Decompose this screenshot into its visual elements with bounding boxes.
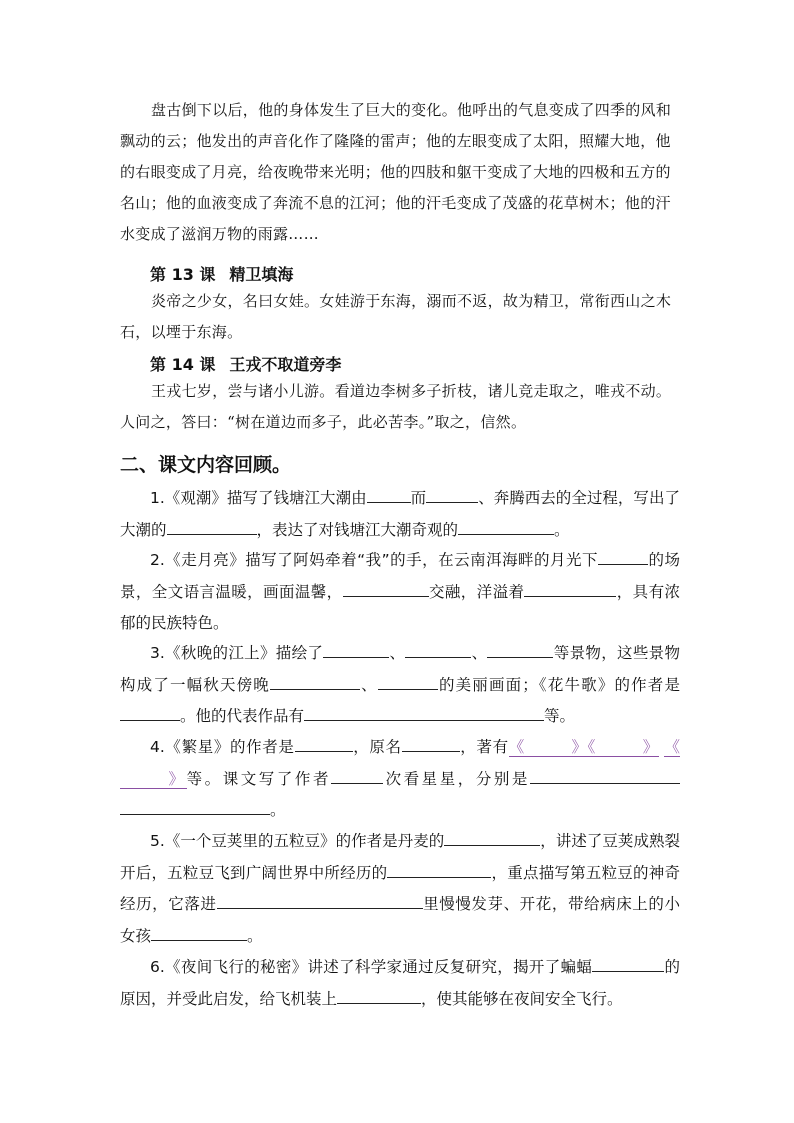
blank[interactable]: [524, 580, 616, 597]
blank[interactable]: [458, 518, 554, 535]
blank[interactable]: [402, 735, 460, 752]
lesson13-text: 炎帝之少女，名曰女娃。女娃游于东海，溺而不返，故为精卫，常衔西山之木石，以堙于东海。: [120, 292, 672, 341]
blank[interactable]: [592, 955, 664, 972]
blank[interactable]: [304, 704, 544, 721]
lesson13-heading: [150, 262, 293, 285]
blank[interactable]: [337, 987, 421, 1004]
question-1: 1.《观潮》描写了钱塘江大潮由 而 、奔腾西去的全过程，写出了大潮的 ，表达了对钱塘江大潮奇观的 。: [120, 483, 680, 546]
lesson13-number: 第 13 课: [150, 265, 216, 284]
blank[interactable]: [378, 673, 438, 690]
blank[interactable]: [217, 892, 423, 909]
question-5: 5.《一个豆荚里的五粒豆》的作者是丹麦的 ，讲述了豆荚成熟裂开后，五粒豆飞到广阔世界中所经历的 ，重点描写第五粒豆的神奇经历，它落进 里慢慢发芽、开花，带给病床上的小女孩 。: [120, 826, 680, 952]
blank[interactable]: [151, 924, 247, 941]
question-3: 3.《秋晚的江上》描绘了 、 、 等景物，这些景物构成了一幅秋天傍晚 、 的美丽画面；《花牛歌》的作者是。他的代表作品有 等。: [120, 638, 680, 733]
lesson13-title: 精卫填海: [229, 265, 294, 284]
blank[interactable]: [323, 641, 389, 658]
blank[interactable]: [444, 829, 540, 846]
blank[interactable]: [270, 673, 360, 690]
works-blank-2[interactable]: 《》: [120, 738, 680, 789]
lesson14-heading: [150, 352, 341, 375]
question-4: 4.《繁星》的作者是 ，原名 ，著有《 》《 》 《》等。课文写了作者 次看星星，分别是 。: [120, 732, 680, 827]
blank[interactable]: [598, 548, 648, 565]
pangu-paragraph: 盘古倒下以后，他的身体发生了巨大的变化。他呼出的气息变成了四季的风和飘动的云；他发出的声音化作了隆隆的雷声；他的左眼变成了太阳，照耀大地，他的右眼变成了月亮，给夜晚带来光明；他的四肢和躯干变成了大地的四极和五方的名山；他的血液变成了奔流不息的江河；他的汗毛变成了茂盛的花草树木；他的汗水变成了滋润万物的雨露……: [120, 101, 672, 243]
blank[interactable]: [405, 641, 471, 658]
blank[interactable]: [343, 580, 429, 597]
blank[interactable]: [487, 641, 553, 658]
lesson14-text: 王戎七岁，尝与诸小儿游。看道边李树多子折枝，诸儿竞走取之，唯戎不动。人问之，答曰：“树在道边而多子，此必苦李。”取之，信然。: [120, 382, 672, 431]
section-title: 二、课文内容回顾。: [120, 454, 292, 476]
blank[interactable]: [530, 767, 680, 784]
blank[interactable]: [387, 861, 491, 878]
blank[interactable]: [331, 767, 383, 784]
blank[interactable]: [120, 798, 270, 815]
lesson14-title: 王戎不取道旁李: [229, 355, 342, 374]
question-2: 2.《走月亮》描写了阿妈牵着“我”的手，在云南洱海畔的月光下 的场景，全文语言温暖，画面温馨， 交融，洋溢着 ，具有浓郁的民族特色。: [120, 545, 680, 640]
blank[interactable]: [167, 518, 257, 535]
works-blank-1[interactable]: 《 》《 》: [508, 738, 659, 756]
blank[interactable]: [120, 704, 180, 721]
lesson14-number: 第 14 课: [150, 355, 216, 374]
question-6: 6.《夜间飞行的秘密》讲述了科学家通过反复研究，揭开了蝙蝠 的原因，并受此启发，给飞机装上 ，使其能够在夜间安全飞行。: [120, 952, 680, 1015]
blank[interactable]: [426, 486, 478, 503]
blank[interactable]: [295, 735, 353, 752]
blank[interactable]: [367, 486, 411, 503]
